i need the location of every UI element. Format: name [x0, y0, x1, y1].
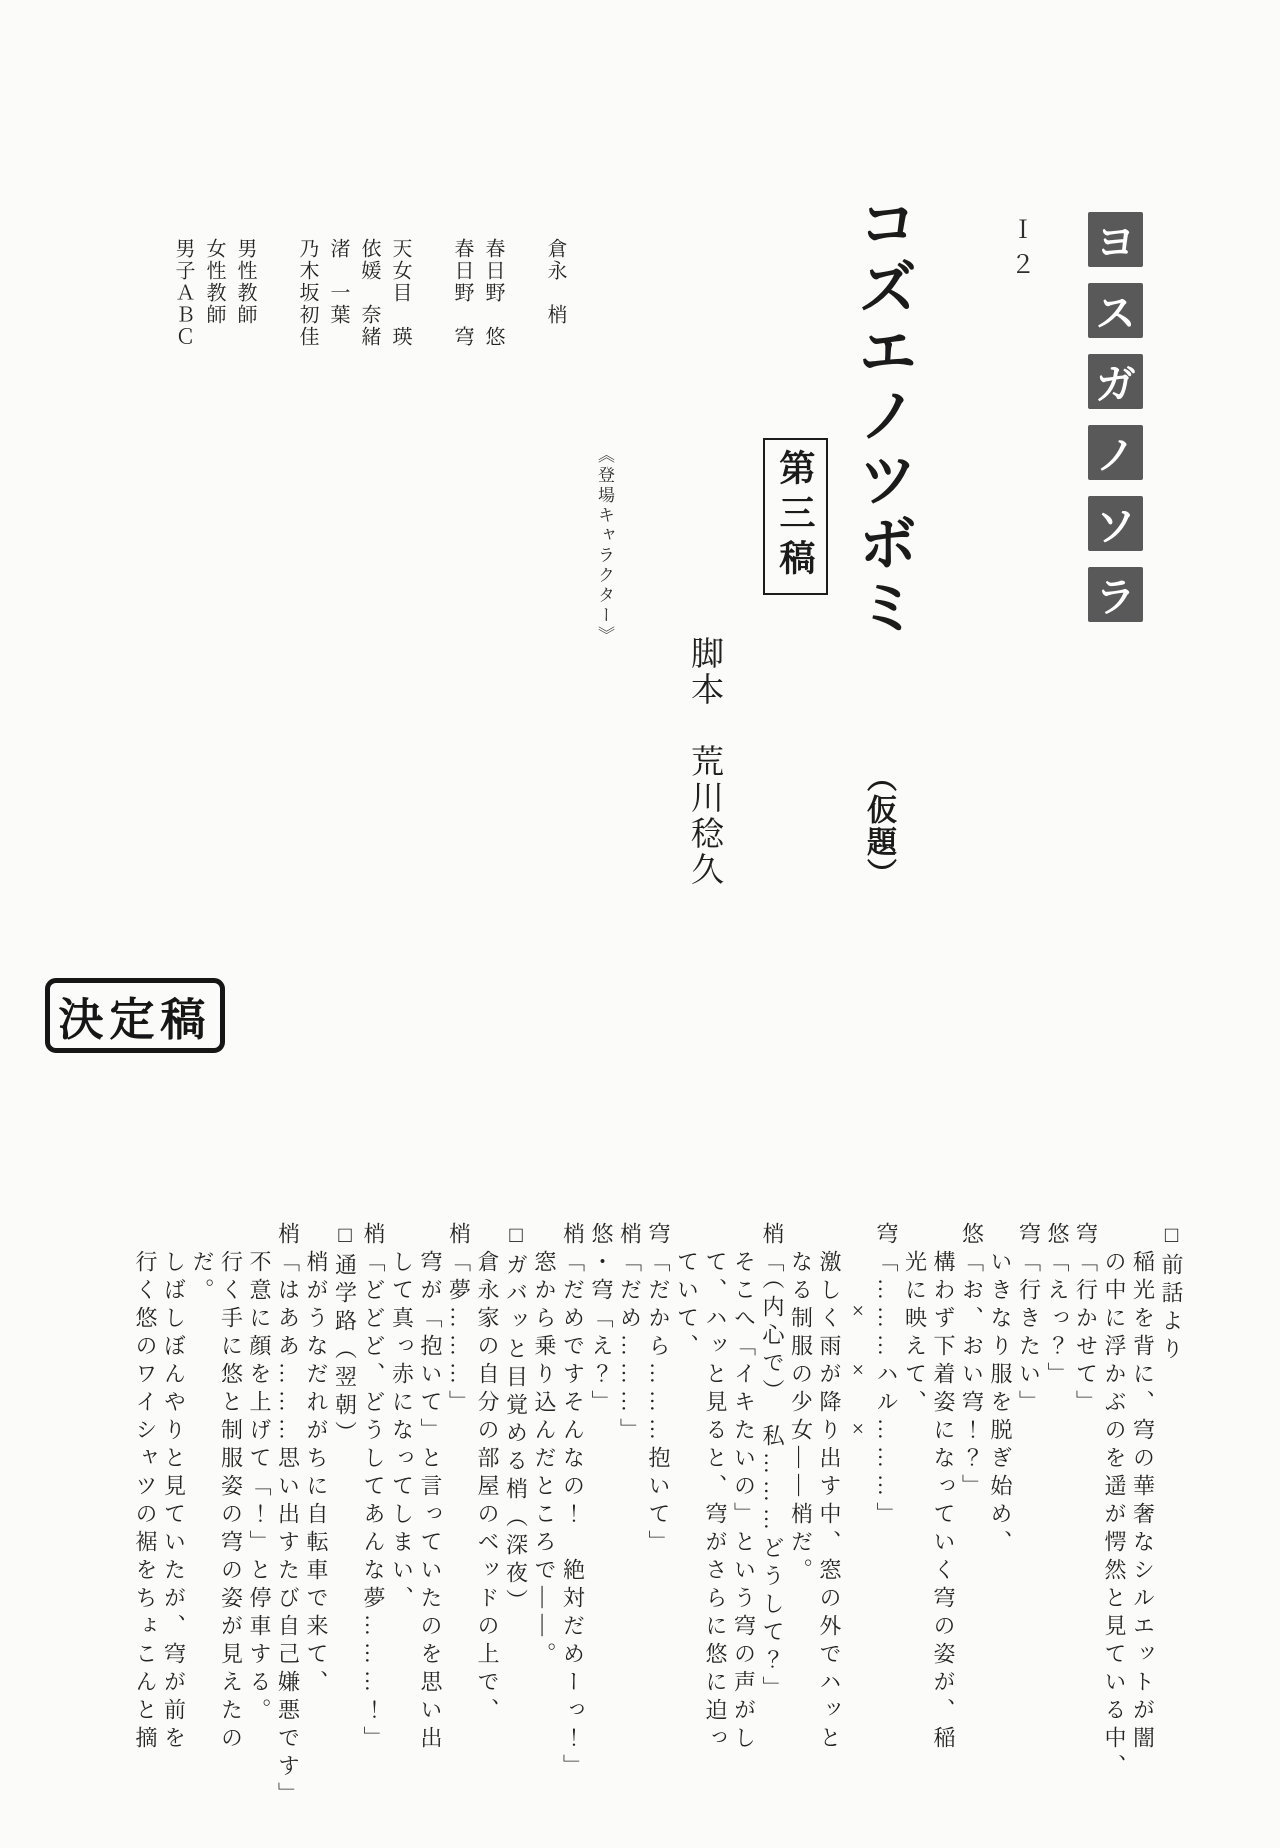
script-line-dialogue: 梢「どどど、どうしてあんな夢………！」	[361, 1222, 386, 1754]
cast-name: 依媛 奈緒	[358, 238, 380, 348]
script-line-dialogue: 穹「行きたい」	[1016, 1222, 1042, 1418]
script-line-desc: て、ハッと見ると、穹がさらに悠に迫っ	[703, 1250, 728, 1754]
script-line-desc: 稲光を背に、穹の華奢なシルエットが闇	[1130, 1250, 1156, 1754]
script-body	[131, 1222, 1186, 1810]
script-line-dialogue: 悠「えっ？」	[1045, 1222, 1070, 1390]
final-draft-stamp-label: 決定稿	[58, 995, 212, 1045]
script-line-desc: 倉永家の自分の部屋のベッドの上で、	[475, 1250, 500, 1726]
cast-name: 春日野 悠	[482, 238, 504, 348]
script-line-dialogue: 悠・穹「え？」	[589, 1222, 614, 1418]
cast-name: 倉永 梢	[544, 238, 566, 326]
cast-name: 天女目 瑛	[389, 238, 411, 348]
script-line-desc: しばしぼんやりと見ていたが、穹が前を	[161, 1250, 187, 1754]
final-draft-stamp	[45, 978, 225, 1053]
main-title-subtitle: （仮題）	[862, 762, 895, 890]
main-title: コズエノツボミ	[850, 192, 916, 640]
script-line-desc: 穹が「抱いて」と言っていたのを思い出	[418, 1250, 443, 1754]
script-line-desc: なる制服の少女――梢だ。	[788, 1250, 814, 1586]
cast-name: 春日野 穹	[451, 238, 473, 348]
script-line-dialogue: 悠「お、おい穹！？」	[959, 1222, 985, 1502]
script-line-desc: 行く手に悠と制服姿の穹の姿が見えたの	[218, 1250, 244, 1754]
script-line-desc: いきなり服を脱ぎ始め、	[988, 1250, 1013, 1558]
cast-name: 乃木坂初佳	[296, 238, 318, 348]
cast-name: 男性教師	[234, 238, 256, 326]
script-line-desc: 光に映えて、	[902, 1250, 928, 1418]
script-line-dialogue: 梢「（内心で） 私………どうして？」	[760, 1222, 785, 1704]
writer-credit: 脚本 荒川稔久	[686, 636, 722, 888]
script-line-heading: □前話より	[1159, 1222, 1184, 1365]
cast-name: 渚 一葉	[327, 238, 349, 326]
cast-name: 女性教師	[203, 238, 225, 326]
script-line-desc: ていて、	[674, 1250, 700, 1362]
series-title-char: ノ	[1088, 425, 1143, 480]
script-line-dialogue: 梢「はああ………思い出すたび自己嫌悪です」	[275, 1222, 301, 1810]
draft-number-box	[763, 438, 828, 595]
script-line-heading: □通学路（翌朝）	[332, 1222, 358, 1449]
cast-list-label: 《登場キャラクター》	[595, 446, 614, 646]
series-title-char: ガ	[1088, 354, 1143, 409]
cast-name: 男子ＡＢＣ	[172, 238, 194, 348]
script-line-desc: の中に浮かぶのを遥が愕然と見ている中、	[1102, 1250, 1127, 1782]
script-line-desc: 窓から乗り込んだところで――。	[532, 1250, 557, 1670]
script-line-dialogue: 梢「だめですそんなの！ 絶対だめーっ！」	[560, 1222, 586, 1782]
draft-number-label: 第三稿	[775, 449, 815, 584]
script-line-divider: × × ×	[845, 1298, 871, 1447]
series-title-char: ス	[1088, 283, 1143, 338]
series-title-boxed	[1088, 212, 1143, 622]
episode-code: Ｉ２	[1007, 216, 1034, 286]
cast-list	[167, 238, 570, 348]
script-line-desc: 梢がうなだれがちに自転車で来て、	[304, 1250, 329, 1698]
series-title-char: ソ	[1088, 496, 1143, 551]
script-line-dialogue: 梢「だめ………」	[617, 1222, 643, 1446]
script-line-desc: 不意に顔を上げて「！」と停車する。	[247, 1250, 272, 1726]
script-line-desc: 構わず下着姿になっていく穹の姿が、稲	[931, 1250, 956, 1754]
script-line-desc: 行く悠のワイシャツの裾をちょこんと摘	[133, 1250, 158, 1754]
script-line-heading: □ガバッと目覚める梢（深夜）	[503, 1222, 529, 1617]
series-title-char: ヨ	[1088, 212, 1143, 267]
script-line-dialogue: 梢「夢………」	[446, 1222, 472, 1418]
script-line-desc: 激しく雨が降り出す中、窓の外でハッと	[817, 1250, 842, 1754]
script-line-dialogue: 穹「だから………抱いて」	[646, 1222, 671, 1558]
script-line-dialogue: 穹「行かせて」	[1073, 1222, 1099, 1418]
script-line-desc: だ。	[190, 1250, 215, 1306]
script-line-desc: そこへ「イキたいの」という穹の声がし	[731, 1250, 757, 1754]
series-title-char: ラ	[1088, 567, 1143, 622]
script-line-desc: して真っ赤になってしまい、	[389, 1250, 415, 1614]
script-line-dialogue: 穹「………ハル………」	[874, 1222, 899, 1530]
